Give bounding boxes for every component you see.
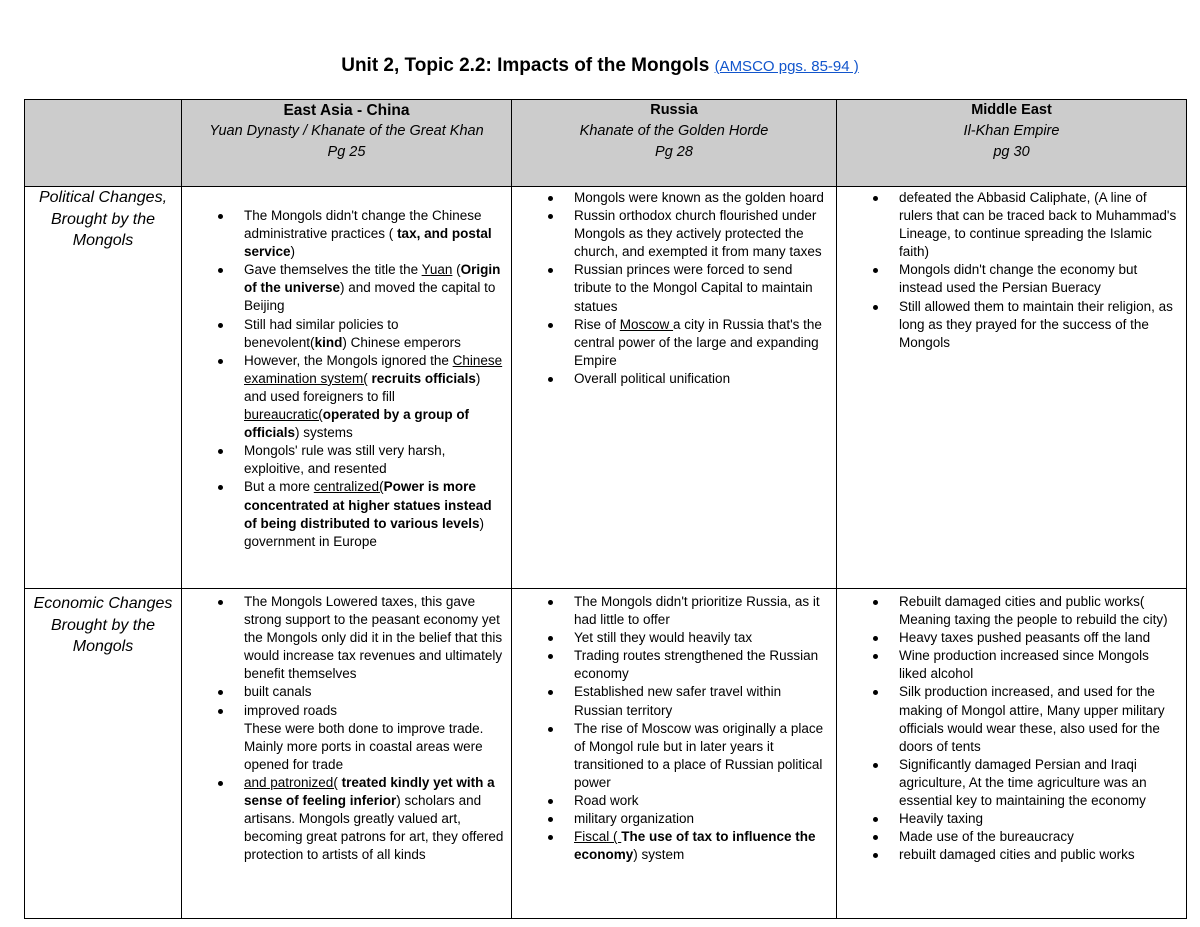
bullet-text: Rise of	[574, 316, 620, 332]
bullet-item	[899, 828, 1180, 846]
bold-term: recruits officials	[367, 370, 476, 386]
amsco-reference-link[interactable]: (AMSCO pgs. 85-94 )	[714, 58, 859, 75]
bullet-text: defeated the Abbasid Caliphate, (A line of rulers that can be traced back to Muhammad's Lineage, to continue spreading the Islamic faith)	[899, 190, 1177, 260]
bullet-item	[244, 720, 505, 774]
bullet-item	[244, 316, 505, 352]
russia-page-ref: Pg 28	[655, 144, 693, 160]
bold-term: operated by a group of officials	[244, 407, 470, 441]
header-russia	[512, 100, 837, 187]
bullet-text: improved roads	[244, 702, 338, 718]
bullet-item	[574, 810, 830, 828]
bullet-list	[182, 593, 511, 864]
bullet-item	[574, 629, 830, 647]
header-china	[182, 100, 512, 187]
bullet-text: Mongols' rule was still very harsh, exploitive, and resented	[244, 443, 446, 477]
bullet-text: Heavy taxes pushed peasants off the land	[899, 630, 1151, 646]
bullet-text: Trading routes strengthened the Russian economy	[574, 648, 819, 682]
bullet-item	[244, 207, 505, 261]
title-main: Unit 2, Topic 2.2: Impacts of the Mongols	[341, 55, 710, 76]
bullet-text: ) Chinese emperors	[342, 334, 461, 350]
bullet-item	[244, 478, 505, 550]
underlined-term: Yuan	[421, 262, 453, 278]
underlined-term: bureaucratic(	[244, 407, 323, 423]
notes-table	[24, 99, 1187, 919]
bullet-text: (	[452, 262, 461, 278]
china-page-ref: Pg 25	[327, 144, 366, 160]
underlined-term: Chinese examination system(	[244, 352, 503, 386]
bold-term: Power is more concentrated at higher statues instead of being distributed to various levels	[244, 479, 492, 531]
russia-khanate-subtitle: Khanate of the Golden Horde	[579, 123, 769, 139]
bullet-item	[574, 189, 830, 207]
bullet-text: These were both done to improve trade. Mainly more ports in coastal areas were opened for trade	[244, 720, 484, 772]
bullet-item	[899, 593, 1180, 629]
bold-term: kind	[314, 334, 343, 350]
bullet-list	[837, 189, 1186, 352]
bullet-text: Mongols didn't change the economy but instead used the Persian Bueracy	[899, 262, 1138, 296]
bullet-text: ) system	[633, 847, 685, 863]
bullet-text: Wine production increased since Mongols liked alcohol	[899, 648, 1149, 682]
bullet-item	[574, 370, 830, 388]
middle-east-region-title: Middle East	[971, 102, 1052, 118]
bullet-text: The Mongols didn't change the Chinese administrative practices (	[244, 208, 482, 242]
bullet-text: ) systems	[295, 425, 353, 441]
bullet-text: ) government in Europe	[244, 515, 485, 549]
bullet-item	[244, 593, 505, 683]
bullet-text: Made use of the bureaucracy	[899, 829, 1074, 845]
bullet-text: )	[290, 244, 296, 260]
bullet-item	[244, 261, 505, 315]
bullet-text: But a more	[244, 479, 314, 495]
bullet-text: Still allowed them to maintain their religion, as long as they prayed for the success of the Mongols	[899, 298, 1173, 350]
bullet-item	[574, 647, 830, 683]
china-dynasty-subtitle: Yuan Dynasty / Khanate of the Great Khan	[209, 123, 484, 139]
page-title	[0, 55, 1200, 77]
bullet-text: The rise of Moscow was originally a place of Mongol rule but in later years it transitioned to a place of Russian political power	[574, 720, 824, 790]
bullet-text: Established new safer travel within Russian territory	[574, 684, 782, 718]
underlined-term: Fiscal (	[574, 829, 622, 845]
political-row-label: Political Changes, Brought by the Mongols	[25, 187, 182, 589]
bullet-list	[512, 593, 836, 864]
bullet-item	[574, 316, 830, 370]
middle-east-empire-subtitle: Il-Khan Empire	[963, 123, 1060, 139]
bullet-list	[837, 593, 1186, 864]
bullet-text: Significantly damaged Persian and Iraqi agriculture, At the time agriculture was an essential key to maintaining the economy	[899, 756, 1147, 809]
bullet-text: Rebuilt damaged cities and public works( Meaning taxing the people to rebuild the city)	[899, 594, 1168, 628]
bullet-text: rebuilt damaged cities and public works	[899, 847, 1135, 863]
bold-term: tax, and postal service	[244, 226, 492, 260]
political-russia-cell	[512, 187, 837, 589]
bullet-text: The Mongols didn't prioritize Russia, as it had little to offer	[574, 594, 820, 628]
bullet-item	[244, 442, 505, 478]
bullet-item	[899, 629, 1180, 647]
bullet-item	[899, 298, 1180, 352]
bullet-text: built canals	[244, 684, 312, 700]
political-row	[25, 187, 1187, 589]
bullet-text: Silk production increased, and used for the making of Mongol attire, Many upper military officials would wear these, also used for the doors of tents	[899, 684, 1165, 754]
bold-term: The use of tax to influence the economy	[574, 829, 816, 863]
russia-region-title: Russia	[650, 102, 698, 118]
bullet-text: Russian princes were forced to send tribute to the Mongol Capital to maintain statues	[574, 262, 813, 314]
bullet-text: a city in Russia that's the central power of the large and expanding Empire	[574, 316, 822, 368]
bullet-text: Still had similar policies to benevolent(	[244, 316, 399, 350]
bullet-text: Heavily taxing	[899, 811, 984, 827]
bullet-text: Overall political unification	[574, 370, 731, 386]
underlined-term: and patronized(	[244, 774, 338, 790]
bullet-text: Road work	[574, 793, 639, 809]
economic-middle-east-cell	[837, 589, 1187, 919]
bullet-text: ) and moved the capital to Beijing	[244, 280, 496, 314]
header-row	[25, 100, 1187, 187]
bullet-text: ) and used foreigners to fill	[244, 370, 481, 404]
bullet-text: Mongols were known as the golden hoard	[574, 190, 824, 205]
bullet-text: Yet still they would heavily tax	[574, 630, 753, 646]
bold-term: treated kindly yet with a sense of feeling inferior	[244, 774, 495, 809]
bold-term: Origin of the universe	[244, 262, 501, 296]
bullet-item	[574, 828, 830, 864]
bullet-text: Gave themselves the title the	[244, 262, 422, 278]
bullet-item	[574, 593, 830, 629]
bullet-item	[244, 683, 505, 701]
underlined-term: centralized(	[313, 479, 384, 495]
bullet-item	[899, 261, 1180, 297]
header-middle-east	[837, 100, 1187, 187]
bullet-text: ) scholars and artisans. Mongols greatly valued art, becoming great patrons for art, they offered protection to artists of all kinds	[244, 793, 504, 863]
bullet-item	[899, 683, 1180, 755]
bullet-text: Russin orthodox church flourished under Mongols as they actively protected the church, and exempted it from many taxes	[574, 208, 822, 260]
bullet-item	[244, 702, 505, 720]
economic-china-cell	[182, 589, 512, 919]
bullet-item	[574, 683, 830, 719]
bullet-item	[574, 261, 830, 315]
china-region-title: East Asia - China	[283, 102, 410, 119]
political-middle-east-cell	[837, 187, 1187, 589]
bullet-text: However, the Mongols ignored the	[244, 352, 453, 368]
political-china-cell	[182, 187, 512, 589]
economic-row	[25, 589, 1187, 919]
bullet-item	[899, 846, 1180, 864]
bullet-text: The Mongols Lowered taxes, this gave strong support to the peasant economy yet the Mongols only did it in the belief that this would increase tax revenues and ultimately benefit themselves	[244, 594, 503, 682]
bullet-item	[244, 352, 505, 442]
bullet-item	[899, 756, 1180, 810]
bullet-item	[574, 720, 830, 792]
economic-russia-cell	[512, 589, 837, 919]
bullet-item	[899, 189, 1180, 261]
bullet-item	[244, 774, 505, 864]
bullet-list	[512, 189, 836, 388]
bullet-text: military organization	[574, 811, 695, 827]
bullet-item	[574, 792, 830, 810]
bullet-item	[574, 207, 830, 261]
middle-east-page-ref: pg 30	[993, 144, 1030, 160]
economic-row-label: Economic Changes Brought by the Mongols	[25, 589, 182, 919]
bullet-item	[899, 647, 1180, 683]
header-empty-cell	[25, 100, 182, 187]
bullet-item	[899, 810, 1180, 828]
bullet-list	[182, 207, 511, 551]
underlined-term: Moscow	[619, 316, 674, 332]
